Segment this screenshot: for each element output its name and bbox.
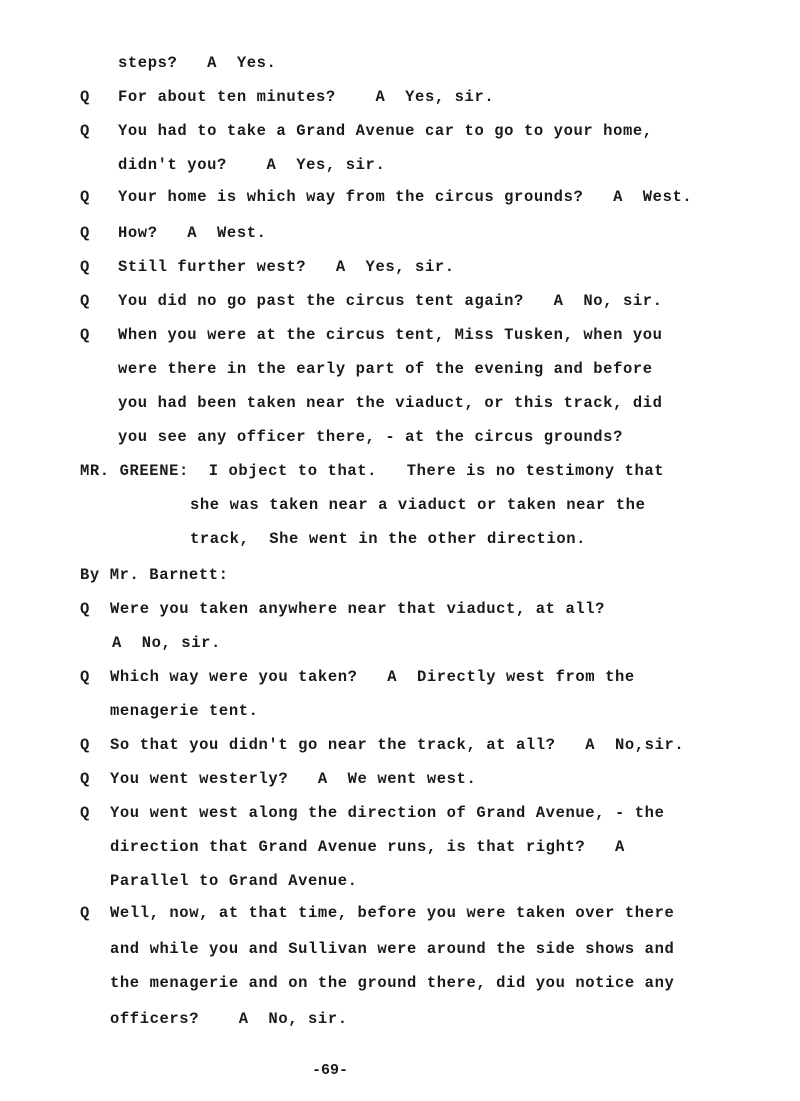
transcript-line: steps? A Yes.: [118, 54, 277, 72]
question-marker: Q: [80, 88, 90, 106]
transcript-line: menagerie tent.: [110, 702, 259, 720]
transcript-line: A No, sir.: [112, 634, 221, 652]
question-marker: Q: [80, 804, 90, 822]
transcript-line: When you were at the circus tent, Miss Tusken, when you: [118, 326, 663, 344]
transcript-line: Parallel to Grand Avenue.: [110, 872, 358, 890]
transcript-line: officers? A No, sir.: [110, 1010, 348, 1028]
transcript-line: How? A West.: [118, 224, 267, 242]
transcript-line: MR. GREENE: I object to that. There is no testimony that: [80, 462, 665, 480]
transcript-line: Well, now, at that time, before you were taken over there: [110, 904, 675, 922]
transcript-line: were there in the early part of the evening and before: [118, 360, 653, 378]
question-marker: Q: [80, 600, 90, 618]
question-marker: Q: [80, 904, 90, 922]
transcript-line: You went west along the direction of Grand Avenue, - the: [110, 804, 665, 822]
transcript-line: You went westerly? A We went west.: [110, 770, 477, 788]
transcript-line: and while you and Sullivan were around the side shows and: [110, 940, 675, 958]
transcript-line: By Mr. Barnett:: [80, 566, 229, 584]
transcript-line: You did no go past the circus tent again? A No, sir.: [118, 292, 663, 310]
question-marker: Q: [80, 292, 90, 310]
transcript-line: Which way were you taken? A Directly west from the: [110, 668, 635, 686]
question-marker: Q: [80, 122, 90, 140]
transcript-line: You had to take a Grand Avenue car to go to your home,: [118, 122, 653, 140]
transcript-line: So that you didn't go near the track, at all? A No,sir.: [110, 736, 685, 754]
question-marker: Q: [80, 668, 90, 686]
transcript-line: you see any officer there, - at the circus grounds?: [118, 428, 623, 446]
question-marker: Q: [80, 258, 90, 276]
question-marker: Q: [80, 224, 90, 242]
transcript-line: Still further west? A Yes, sir.: [118, 258, 455, 276]
page-number: -69-: [312, 1062, 349, 1079]
transcript-line: For about ten minutes? A Yes, sir.: [118, 88, 495, 106]
transcript-line: direction that Grand Avenue runs, is that right? A: [110, 838, 625, 856]
transcript-line: she was taken near a viaduct or taken near the: [190, 496, 646, 514]
transcript-line: Your home is which way from the circus grounds? A West.: [118, 188, 693, 206]
question-marker: Q: [80, 736, 90, 754]
question-marker: Q: [80, 770, 90, 788]
question-marker: Q: [80, 326, 90, 344]
transcript-line: didn't you? A Yes, sir.: [118, 156, 386, 174]
transcript-line: track, She went in the other direction.: [190, 530, 587, 548]
transcript-line: you had been taken near the viaduct, or this track, did: [118, 394, 663, 412]
question-marker: Q: [80, 188, 90, 206]
transcript-line: Were you taken anywhere near that viaduct, at all?: [110, 600, 606, 618]
transcript-line: the menagerie and on the ground there, did you notice any: [110, 974, 675, 992]
